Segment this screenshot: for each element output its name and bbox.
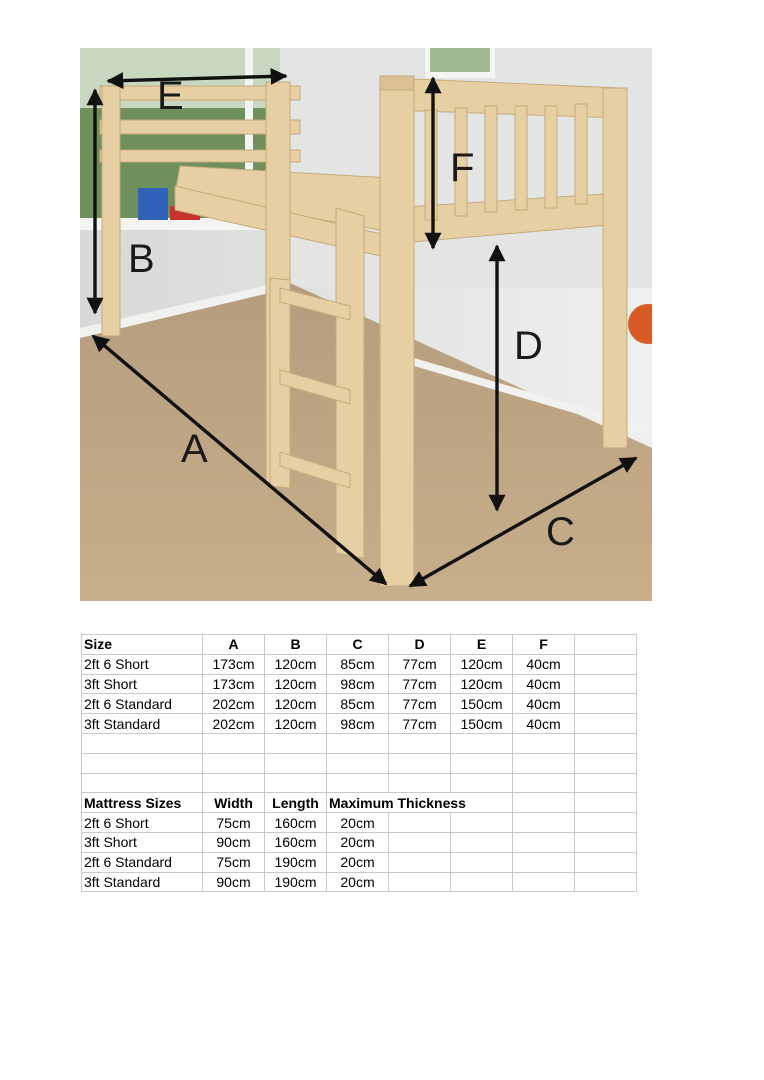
table-row bbox=[82, 674, 637, 694]
size-value: 40cm bbox=[513, 694, 575, 714]
table-row bbox=[82, 654, 637, 674]
mattress-width: 90cm bbox=[203, 872, 265, 892]
mattress-header-row bbox=[82, 793, 637, 813]
blank-row bbox=[82, 753, 637, 773]
size-value: 98cm bbox=[327, 714, 389, 734]
mattress-thickness: 20cm bbox=[327, 852, 389, 872]
table-row bbox=[82, 852, 637, 872]
mattress-name: 3ft Short bbox=[82, 832, 203, 852]
mattress-thickness: 20cm bbox=[327, 872, 389, 892]
table-row bbox=[82, 694, 637, 714]
header-c: C bbox=[327, 635, 389, 655]
mattress-length: 160cm bbox=[265, 832, 327, 852]
size-value: 120cm bbox=[265, 714, 327, 734]
size-value: 120cm bbox=[265, 674, 327, 694]
size-value: 120cm bbox=[451, 674, 513, 694]
size-header-row bbox=[82, 635, 637, 655]
header-d: D bbox=[389, 635, 451, 655]
dimension-diagram bbox=[80, 48, 652, 601]
table-row bbox=[82, 813, 637, 833]
mattress-thickness: 20cm bbox=[327, 832, 389, 852]
label-f: F bbox=[450, 146, 475, 190]
size-value: 150cm bbox=[451, 714, 513, 734]
empty-cell bbox=[575, 635, 637, 655]
dimensions-sheet bbox=[81, 634, 637, 892]
empty-cell bbox=[575, 793, 637, 813]
label-e: E bbox=[157, 74, 184, 118]
size-value: 40cm bbox=[513, 714, 575, 734]
size-value: 77cm bbox=[389, 714, 451, 734]
header-a: A bbox=[203, 635, 265, 655]
header-mattress-sizes: Mattress Sizes bbox=[82, 793, 203, 813]
size-value: 77cm bbox=[389, 654, 451, 674]
blank-row bbox=[82, 773, 637, 793]
table-row bbox=[82, 714, 637, 734]
header-maximum-thickness: Maximum Thickness bbox=[327, 793, 513, 813]
empty-cell bbox=[575, 674, 637, 694]
mattress-width: 90cm bbox=[203, 832, 265, 852]
size-value: 120cm bbox=[451, 654, 513, 674]
table-row bbox=[82, 872, 637, 892]
mattress-length: 160cm bbox=[265, 813, 327, 833]
mattress-thickness: 20cm bbox=[327, 813, 389, 833]
size-value: 85cm bbox=[327, 654, 389, 674]
size-value: 120cm bbox=[265, 694, 327, 714]
header-length: Length bbox=[265, 793, 327, 813]
size-name: 3ft Standard bbox=[82, 714, 203, 734]
empty-cell bbox=[575, 654, 637, 674]
mattress-length: 190cm bbox=[265, 852, 327, 872]
mattress-width: 75cm bbox=[203, 813, 265, 833]
header-b: B bbox=[265, 635, 327, 655]
empty-cell bbox=[575, 714, 637, 734]
mattress-name: 3ft Standard bbox=[82, 872, 203, 892]
size-value: 202cm bbox=[203, 694, 265, 714]
mattress-length: 190cm bbox=[265, 872, 327, 892]
table-row bbox=[82, 832, 637, 852]
label-a: A bbox=[181, 427, 208, 471]
header-f: F bbox=[513, 635, 575, 655]
size-value: 150cm bbox=[451, 694, 513, 714]
blank-row bbox=[82, 733, 637, 753]
mattress-width: 75cm bbox=[203, 852, 265, 872]
header-e: E bbox=[451, 635, 513, 655]
size-value: 173cm bbox=[203, 674, 265, 694]
mattress-name: 2ft 6 Standard bbox=[82, 852, 203, 872]
size-name: 2ft 6 Standard bbox=[82, 694, 203, 714]
label-d: D bbox=[514, 324, 543, 368]
size-value: 40cm bbox=[513, 654, 575, 674]
size-value: 77cm bbox=[389, 694, 451, 714]
size-value: 173cm bbox=[203, 654, 265, 674]
size-value: 98cm bbox=[327, 674, 389, 694]
size-value: 85cm bbox=[327, 694, 389, 714]
size-value: 40cm bbox=[513, 674, 575, 694]
size-name: 2ft 6 Short bbox=[82, 654, 203, 674]
label-c: C bbox=[546, 510, 575, 554]
header-width: Width bbox=[203, 793, 265, 813]
label-b: B bbox=[128, 237, 155, 281]
size-value: 77cm bbox=[389, 674, 451, 694]
size-value: 120cm bbox=[265, 654, 327, 674]
size-value: 202cm bbox=[203, 714, 265, 734]
empty-cell bbox=[513, 793, 575, 813]
header-size: Size bbox=[82, 635, 203, 655]
empty-cell bbox=[575, 694, 637, 714]
bed-dimension-photo bbox=[80, 48, 652, 601]
size-name: 3ft Short bbox=[82, 674, 203, 694]
mattress-name: 2ft 6 Short bbox=[82, 813, 203, 833]
